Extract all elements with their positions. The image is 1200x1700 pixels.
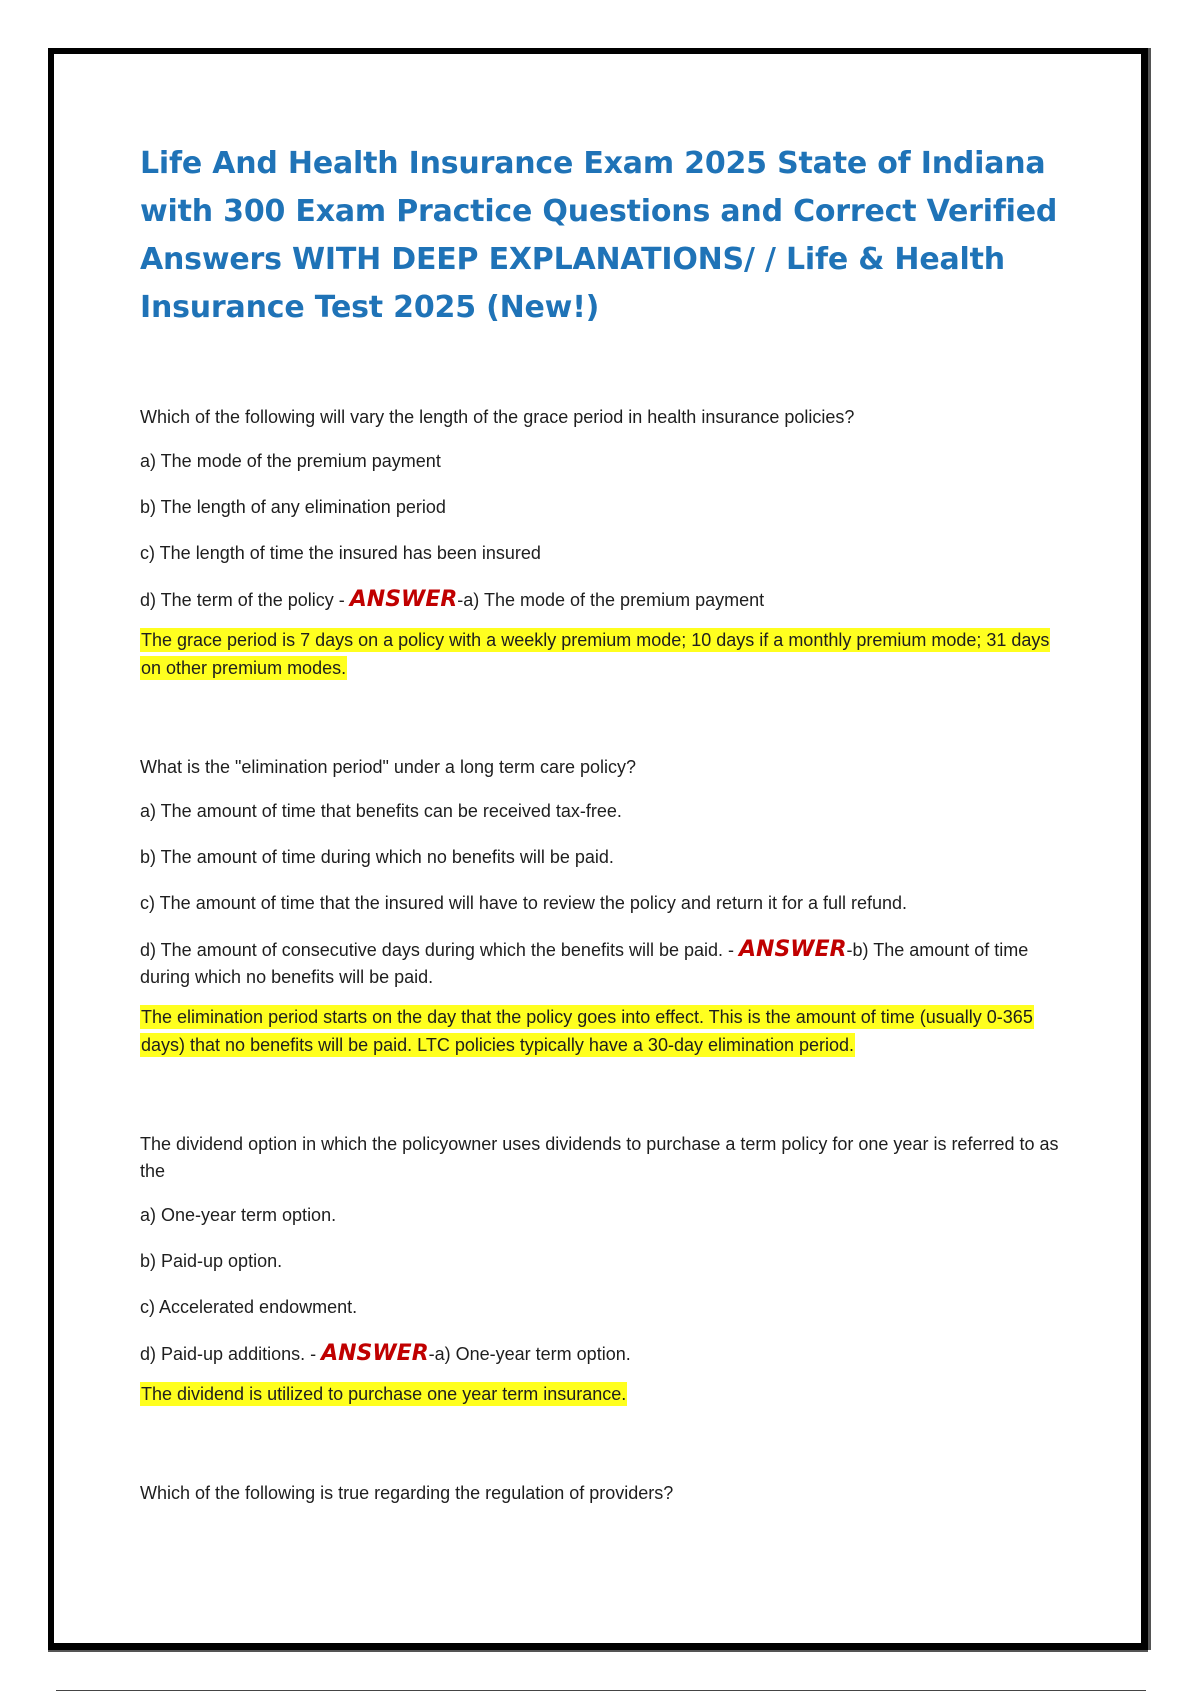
question-block-1: [140, 404, 1070, 682]
question-block-2: [140, 754, 1070, 1059]
option-c: c) The length of time the insured has been insured: [140, 543, 541, 563]
question-block-3: [140, 1131, 1070, 1408]
document-content: [140, 140, 1070, 1579]
option-b: b) The amount of time during which no benefits will be paid.: [140, 847, 614, 867]
explanation: [140, 626, 1070, 682]
explanation-highlight: The grace period is 7 days on a policy with a weekly premium mode; 10 days if a monthly premium mode; 31 days on other premium modes.: [141, 630, 1050, 678]
answer-separator: -: [305, 1344, 322, 1364]
explanation-highlight: The elimination period starts on the day that the policy goes into effect. This is the amount of time (usually 0-365 days) that no benefits will be paid. LTC policies typically have a 30-day elimination period.: [141, 1007, 1033, 1055]
explanation-highlight: The dividend is utilized to purchase one year term insurance.: [141, 1384, 627, 1404]
question-text: Which of the following is true regarding the regulation of providers?: [140, 1483, 674, 1503]
option-a: a) The amount of time that benefits can be received tax-free.: [140, 801, 622, 821]
question-text: Which of the following will vary the length of the grace period in health insurance policies?: [140, 407, 855, 427]
option-d: d) Paid-up additions.: [140, 1344, 306, 1364]
option-b: b) Paid-up option.: [140, 1251, 283, 1271]
option-d-with-answer: [140, 936, 1070, 991]
option-c: c) The amount of time that the insured will have to review the policy and return it for a full refund.: [140, 893, 908, 913]
answer-text: -b) The amount of time during which no benefits will be paid.: [140, 940, 1029, 987]
answer-keyword: ANSWER: [321, 1341, 429, 1366]
answer-separator: -: [723, 940, 740, 960]
option-d: d) The amount of consecutive days during which the benefits will be paid.: [140, 940, 724, 960]
answer-text: -a) One-year term option.: [428, 1344, 631, 1364]
question-text: The dividend option in which the policyowner uses dividends to purchase a term policy for one year is referred to as the: [140, 1134, 1059, 1181]
question-block-4: [140, 1480, 1070, 1507]
answer-keyword: ANSWER: [349, 587, 458, 612]
option-b: b) The length of any elimination period: [140, 497, 446, 517]
answer-text: -a) The mode of the premium payment: [457, 590, 765, 610]
option-d-with-answer: [140, 1340, 1070, 1368]
question-text: What is the "elimination period" under a long term care policy?: [140, 757, 637, 777]
answer-keyword: ANSWER: [739, 937, 847, 962]
document-title: Life And Health Insurance Exam 2025 State of Indiana with 300 Exam Practice Questions and Correct Verified Answers WITH DEEP EXPLANATIONS/ / Life & Health Insurance Test 2025 (New!): [140, 146, 1058, 325]
bottom-divider: [56, 1690, 1146, 1691]
option-a: a) One-year term option.: [140, 1205, 337, 1225]
option-a: a) The mode of the premium payment: [140, 451, 441, 471]
explanation: [140, 1003, 1070, 1059]
explanation: [140, 1380, 1070, 1408]
option-d-with-answer: [140, 586, 1070, 614]
option-c: c) Accelerated endowment.: [140, 1297, 358, 1317]
option-d: d) The term of the policy: [140, 590, 334, 610]
answer-separator: -: [333, 590, 350, 610]
